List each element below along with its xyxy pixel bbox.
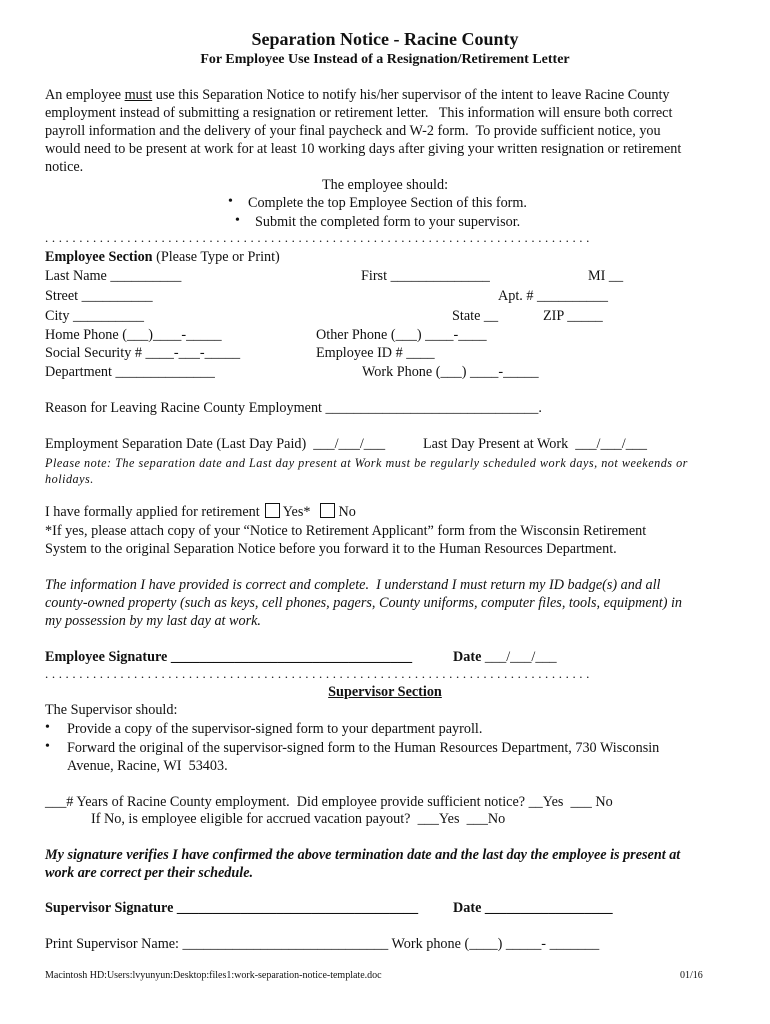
date-note-line-2: holidays.: [45, 472, 94, 486]
supervisor-item-1: Provide a copy of the supervisor-signed form to your department payroll.: [67, 721, 483, 737]
verify-line-2: work are correct per their schedule.: [45, 865, 254, 881]
supervisor-item-2-line-1: Forward the original of the supervisor-signed form to the Human Resources Department, 730 Wisconsin: [67, 740, 660, 756]
no-checkbox[interactable]: [320, 503, 335, 518]
apt-field[interactable]: Apt. # __________: [498, 288, 608, 304]
intro-line-5: notice.: [45, 159, 84, 175]
dotted-divider-2: ................................................................................: [45, 666, 593, 681]
city-field[interactable]: City __________: [45, 308, 144, 324]
dotted-divider-1: ................................................................................: [45, 230, 593, 245]
street-field[interactable]: Street __________: [45, 288, 153, 304]
last-name-field[interactable]: Last Name __________: [45, 268, 182, 284]
retirement-note-line-1: *If yes, please attach copy of your “Notice to Retirement Applicant” form from the Wisconsin Retirement: [45, 523, 647, 539]
yes-checkbox[interactable]: [265, 503, 280, 518]
supervisor-signature-field[interactable]: Supervisor Signature __________________________________: [45, 900, 419, 916]
zip-field[interactable]: ZIP _____: [543, 308, 603, 324]
work-phone-field[interactable]: Work Phone (___) ____-_____: [362, 364, 539, 380]
intro-line-1: An employee must use this Separation Notice to notify his/her supervisor of the intent to leave Racine County: [45, 87, 670, 103]
bullet-icon: •: [228, 194, 233, 209]
form-title: Separation Notice - Racine County: [251, 29, 519, 49]
ssn-field[interactable]: Social Security # ____-___-_____: [45, 345, 241, 361]
vacation-payout-line[interactable]: If No, is employee eligible for accrued vacation payout? ___Yes ___No: [91, 811, 506, 827]
supervisor-section-heading: Supervisor Section: [328, 684, 442, 700]
employee-id-field[interactable]: Employee ID # ____: [316, 345, 435, 361]
date-note-line-1: Please note: The separation date and Last day present at Work must be regularly scheduled work days, not weekends or: [45, 456, 688, 470]
employee-should-item-2: Submit the completed form to your supervisor.: [255, 214, 521, 230]
intro-line-2: employment instead of submitting a resignation or retirement letter. This information will ensure both correct: [45, 105, 673, 121]
form-subtitle: For Employee Use Instead of a Resignation/Retirement Letter: [200, 52, 570, 67]
supervisor-date-field[interactable]: Date __________________: [453, 900, 613, 916]
footer-revision: 01/16: [680, 970, 703, 981]
attest-line-2: county-owned property (such as keys, cell phones, pagers, County uniforms, computer files, tools, equipment) in: [45, 595, 683, 611]
retirement-note-line-2: System to the original Separation Notice before you forward it to the Human Resources Department.: [45, 541, 617, 557]
bullet-icon: •: [235, 213, 240, 228]
intro-line-3: payroll information and the delivery of your final paycheck and W-2 form. To provide sufficient notice, you: [45, 123, 661, 139]
supervisor-should-heading: The Supervisor should:: [45, 702, 178, 718]
attest-line-3: my possession by my last day at work.: [45, 613, 261, 629]
footer-file-path: Macintosh HD:Users:lvyunyun:Desktop:files1:work-separation-notice-template.doc: [45, 970, 382, 981]
bullet-icon: •: [45, 739, 50, 754]
department-field[interactable]: Department ______________: [45, 364, 215, 380]
employee-date-field[interactable]: Date ___/___/___: [453, 649, 557, 665]
employee-section-heading: Employee Section (Please Type or Print): [45, 249, 280, 265]
print-supervisor-name-field[interactable]: Print Supervisor Name: _____________________________ Work phone (____) _____- _______: [45, 936, 600, 952]
attest-line-1: The information I have provided is correct and complete. I understand I must return my ID badge(s) and all: [45, 577, 661, 593]
middle-initial-field[interactable]: MI __: [588, 268, 624, 284]
supervisor-item-2-line-2: Avenue, Racine, WI 53403.: [67, 758, 228, 774]
employee-should-item-1: Complete the top Employee Section of this form.: [248, 195, 527, 211]
home-phone-field[interactable]: Home Phone (___)____-_____: [45, 327, 222, 343]
employee-should-heading: The employee should:: [321, 177, 449, 193]
years-employment-line[interactable]: ___# Years of Racine County employment. Did employee provide sufficient notice? __Yes ___ No: [45, 794, 613, 810]
retirement-question: I have formally applied for retirement Yes* No: [45, 504, 356, 520]
employee-signature-field[interactable]: Employee Signature __________________________________: [45, 649, 413, 665]
reason-field[interactable]: Reason for Leaving Racine County Employment ______________________________.: [45, 400, 542, 416]
last-day-present-field[interactable]: Last Day Present at Work ___/___/___: [423, 436, 647, 452]
first-name-field[interactable]: First ______________: [361, 268, 490, 284]
separation-date-field[interactable]: Employment Separation Date (Last Day Paid) ___/___/___: [45, 436, 386, 452]
other-phone-field[interactable]: Other Phone (___) ____-____: [316, 327, 487, 343]
state-field[interactable]: State __: [452, 308, 499, 324]
verify-line-1: My signature verifies I have confirmed the above termination date and the last day the employee is present at: [45, 847, 681, 863]
intro-line-4: would need to be present at work for at least 10 working days after giving your written resignation or retirement: [45, 141, 682, 157]
bullet-icon: •: [45, 720, 50, 735]
